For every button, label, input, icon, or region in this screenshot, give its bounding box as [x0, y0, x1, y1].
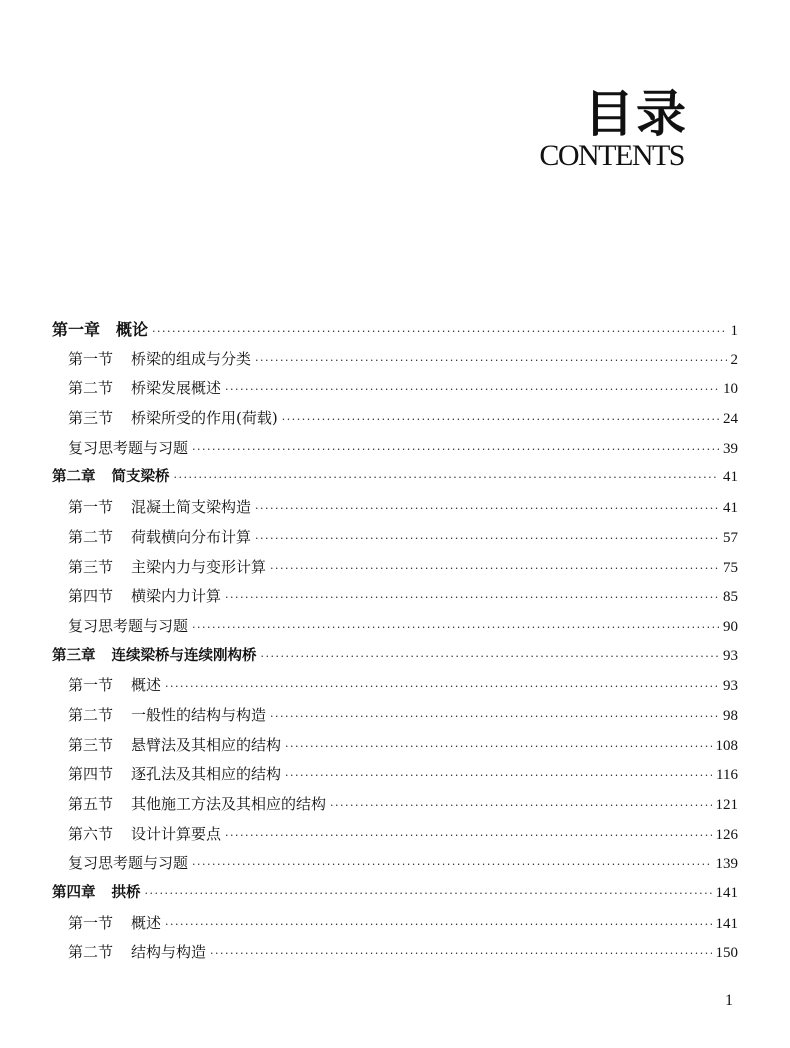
toc-entry-label — [68, 820, 221, 850]
section-title: 其他施工方法及其相应的结构 — [131, 795, 327, 813]
toc-section-row[interactable] — [52, 582, 738, 612]
toc-page-number: 98 — [723, 707, 738, 724]
toc-section-row[interactable] — [52, 671, 738, 701]
section-number: 第一节 — [68, 349, 114, 368]
section-title: 主梁内力与变形计算 — [131, 557, 267, 576]
section-number: 第一节 — [68, 676, 114, 695]
leader-dots — [285, 732, 711, 762]
chapter-number: 第一章 — [52, 320, 101, 339]
section-title: 概述 — [131, 676, 162, 695]
leader-dots — [285, 761, 712, 791]
toc-page-number: 2 — [730, 351, 738, 368]
section-number: 第三节 — [68, 557, 114, 576]
section-title: 桥梁所受的作用(荷载) — [131, 409, 278, 428]
toc-page-number: 57 — [723, 529, 738, 546]
toc-page-number: 108 — [715, 737, 738, 754]
toc-section-row[interactable] — [52, 493, 738, 523]
section-title: 荷载横向分布计算 — [131, 527, 252, 546]
toc-entry-label — [68, 731, 281, 761]
leader-dots — [225, 375, 719, 405]
toc-entry-label — [68, 404, 278, 434]
toc-entry-label — [68, 523, 251, 553]
toc-entry-label — [68, 493, 251, 523]
toc-entry-label — [68, 374, 221, 404]
section-number: 第三节 — [68, 409, 114, 428]
toc-page-number: 24 — [723, 411, 738, 428]
leader-dots — [255, 346, 726, 376]
toc-page-number: 75 — [723, 559, 738, 576]
toc-section-row[interactable] — [52, 701, 738, 731]
toc-section-row[interactable] — [52, 553, 738, 583]
toc-section-row[interactable] — [52, 345, 738, 375]
leader-dots — [210, 939, 711, 969]
toc-section-row[interactable] — [52, 523, 738, 553]
toc-entry-label — [68, 434, 188, 464]
section-number: 第四节 — [68, 765, 114, 784]
toc-page-number: 126 — [715, 826, 738, 843]
toc-page-number: 121 — [715, 797, 738, 813]
leader-dots — [270, 702, 719, 732]
toc-section-row[interactable] — [52, 404, 738, 434]
leader-dots — [225, 821, 711, 851]
section-number: 第一节 — [68, 498, 114, 517]
chapter-title: 概论 — [116, 320, 149, 339]
toc-entry-label — [68, 701, 266, 731]
chapter-title: 简支梁桥 — [111, 469, 170, 486]
chapter-number: 第三章 — [52, 647, 96, 664]
leader-dots — [152, 317, 726, 347]
section-title: 复习思考题与习题 — [68, 438, 189, 457]
toc-entry-label — [68, 345, 251, 375]
leader-dots — [255, 494, 719, 524]
toc-page-number: 90 — [723, 618, 738, 635]
section-number: 第二节 — [68, 379, 114, 398]
toc-heading — [539, 85, 688, 172]
toc-entry-label — [52, 315, 148, 345]
page-number: 1 — [725, 992, 733, 1009]
toc-page-number: 116 — [716, 767, 738, 784]
toc-page-number: 39 — [723, 440, 738, 457]
toc-title-english: CONTENTS — [539, 139, 684, 172]
chapter-number: 第二章 — [52, 469, 96, 486]
leader-dots — [192, 613, 719, 643]
toc-page-number: 41 — [723, 469, 738, 486]
toc-chapter-row[interactable] — [52, 463, 738, 493]
leader-dots — [282, 405, 719, 435]
toc-entry-label — [68, 760, 281, 790]
toc-entry-label — [68, 938, 206, 968]
section-title: 逐孔法及其相应的结构 — [131, 765, 282, 784]
section-title: 复习思考题与习题 — [68, 854, 189, 873]
section-title: 混凝土简支梁构造 — [131, 498, 252, 517]
leader-dots — [145, 879, 712, 909]
section-title: 桥梁的组成与分类 — [131, 349, 252, 368]
leader-dots — [255, 524, 719, 554]
toc-page-number: 93 — [723, 647, 738, 664]
toc-title-chinese: 目录 — [584, 85, 688, 143]
section-title: 横梁内力计算 — [131, 587, 222, 606]
leader-dots — [192, 435, 719, 465]
toc-section-row[interactable] — [52, 790, 738, 820]
section-title: 设计计算要点 — [131, 824, 222, 843]
section-title: 复习思考题与习题 — [68, 616, 189, 635]
leader-dots — [225, 583, 719, 613]
toc-page-number: 10 — [723, 381, 738, 398]
chapter-title: 拱桥 — [111, 885, 141, 902]
toc-entry-label — [68, 849, 188, 879]
leader-dots — [165, 910, 711, 940]
leader-dots — [192, 850, 711, 880]
toc-entry-label — [68, 671, 161, 701]
section-number: 第二节 — [68, 527, 114, 546]
toc-section-row[interactable] — [52, 849, 738, 879]
toc-entry-label — [52, 463, 170, 493]
section-title: 结构与构造 — [131, 943, 207, 962]
section-number: 第二节 — [68, 943, 114, 962]
toc-page-number: 139 — [715, 856, 738, 873]
toc-page-number: 85 — [723, 589, 738, 606]
toc-chapter-row[interactable] — [52, 642, 738, 672]
toc-page-number: 150 — [715, 945, 738, 962]
toc-section-row[interactable] — [52, 760, 738, 790]
toc-chapter-row[interactable] — [52, 315, 738, 345]
toc-chapter-row[interactable] — [52, 879, 738, 909]
section-number: 第一节 — [68, 913, 114, 932]
toc-section-row[interactable] — [52, 434, 738, 464]
leader-dots — [270, 554, 719, 584]
section-number: 第六节 — [68, 824, 114, 843]
toc-entry-label — [68, 612, 188, 642]
toc-entry-label — [68, 790, 326, 820]
leader-dots — [174, 463, 720, 493]
toc-section-row[interactable] — [52, 909, 738, 939]
toc-page-number: 141 — [715, 885, 738, 902]
toc-page-number: 93 — [723, 678, 738, 695]
leader-dots — [261, 642, 720, 672]
toc-section-row[interactable] — [52, 612, 738, 642]
section-number: 第三节 — [68, 735, 114, 754]
section-number: 第二节 — [68, 705, 114, 724]
chapter-title: 连续梁桥与连续刚构桥 — [111, 647, 257, 664]
section-number: 第四节 — [68, 587, 114, 606]
toc-section-row[interactable] — [52, 374, 738, 404]
section-title: 悬臂法及其相应的结构 — [131, 735, 282, 754]
table-of-contents — [52, 315, 738, 968]
toc-entry-label — [68, 909, 161, 939]
toc-page-number: 141 — [715, 915, 738, 932]
toc-entry-label — [68, 582, 221, 612]
toc-entry-label — [68, 553, 266, 583]
toc-section-row[interactable] — [52, 938, 738, 968]
toc-page-number: 41 — [723, 500, 738, 517]
toc-section-row[interactable] — [52, 820, 738, 850]
section-title: 概述 — [131, 913, 162, 932]
toc-section-row[interactable] — [52, 731, 738, 761]
section-title: 桥梁发展概述 — [131, 379, 222, 398]
toc-page-number: 1 — [730, 323, 738, 339]
section-title: 一般性的结构与构造 — [131, 705, 267, 724]
toc-entry-label — [52, 879, 141, 909]
leader-dots — [165, 672, 719, 702]
leader-dots — [330, 791, 711, 821]
toc-entry-label — [52, 642, 257, 672]
chapter-number: 第四章 — [52, 885, 96, 902]
section-number: 第五节 — [68, 795, 114, 813]
